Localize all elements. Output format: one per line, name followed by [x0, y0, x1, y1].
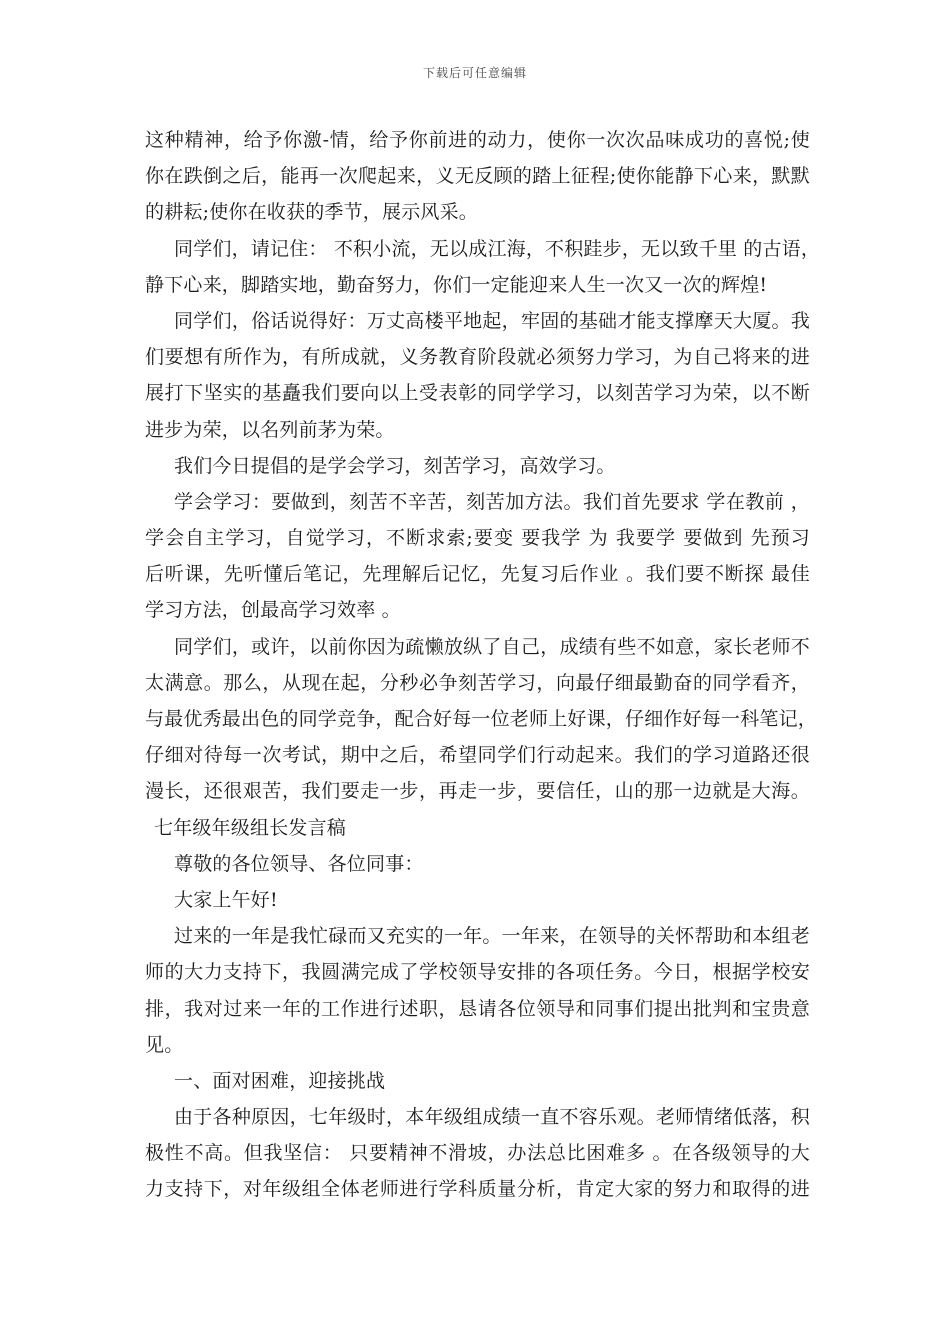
- text-line: 你在跌倒之后，能再一次爬起来，义无反顾的踏上征程;使你能静下心来，默默: [145, 165, 810, 188]
- text-line: 同学们，请记住： 不积小流，无以成江海，不积跬步，无以致千里 的古语，: [174, 237, 821, 260]
- text-line: 我们今日提倡的是学会学习，刻苦学习，高效学习。: [174, 454, 616, 477]
- text-line: 仔细对待每一次考试，期中之后，希望同学们行动起来。我们的学习道路还很: [145, 744, 810, 767]
- text-line: 的耕耘;使你在收获的季节，展示风采。: [145, 201, 479, 224]
- text-line: 同学们，俗话说得好：万丈高楼平地起，牢固的基础才能支撑摩天大厦。我: [174, 309, 810, 332]
- text-line: 进步为荣，以名列前茅为荣。: [145, 418, 395, 441]
- section-heading: 七年级年级组长发言稿: [154, 816, 347, 839]
- text-line: 展打下坚实的基矗我们要向以上受表彰的同学学习，以刻苦学习为荣，以不断: [145, 382, 810, 405]
- text-line: 师的大力支持下，我圆满完成了学校领导安排的各项任务。今日，根据学校安: [145, 961, 810, 984]
- text-line: 同学们，或许，以前你因为疏懒放纵了自己，成绩有些不如意，家长老师不: [174, 635, 810, 658]
- text-line: 学会学习：要做到，刻苦不辛苦，刻苦加方法。我们首先要求 学在教前 ，: [174, 490, 810, 513]
- text-line: 大家上午好!: [174, 888, 278, 911]
- text-line: 一、面对困难，迎接挑战: [174, 1069, 386, 1092]
- text-line: 由于各种原因，七年级时，本年级组成绩一直不容乐观。老师情绪低落，积: [174, 1106, 810, 1129]
- text-line: 尊敬的各位领导、各位同事：: [174, 852, 424, 875]
- text-line: 这种精神，给予你激-情，给予你前进的动力，使你一次次品味成功的喜悦;使: [145, 129, 810, 151]
- page-header: 下载后可任意编辑: [422, 66, 527, 80]
- text-line: 力支持下，对年级组全体老师进行学科质量分析，肯定大家的努力和取得的进: [145, 1178, 810, 1201]
- text-line: 学习方法，创最高学习效率 。: [145, 599, 401, 622]
- text-line: 见。: [145, 1033, 184, 1056]
- text-line: 静下心来，脚踏实地，勤奋努力，你们一定能迎来人生一次又一次的辉煌!: [145, 273, 768, 296]
- text-line: 漫长，还很艰苦，我们要走一步，再走一步，要信任，山的那一边就是大海。: [145, 780, 810, 803]
- document-body: [145, 122, 821, 1208]
- text-line: 过来的一年是我忙碌而又充实的一年。一年来，在领导的关怀帮助和本组老: [174, 925, 810, 948]
- text-line: 后听课，先听懂后笔记，先理解后记忆，先复习后作业 。我们要不断探 最佳: [145, 563, 810, 586]
- text-line: 排，我对过来一年的工作进行述职，恳请各位领导和同事们提出批判和宝贵意: [145, 997, 810, 1020]
- text-line: 学会自主学习，自觉学习，不断求索;要变 要我学 为 我要学 要做到 先预习: [145, 527, 810, 550]
- text-line: 极性不高。但我坚信： 只要精神不滑坡，办法总比困难多 。在各级领导的大: [145, 1142, 810, 1165]
- text-line: 太满意。那么，从现在起，分秒必争刻苦学习，向最仔细最勤奋的同学看齐，: [145, 671, 810, 694]
- text-line: 与最优秀最出色的同学竞争，配合好每一位老师上好课，仔细作好每一科笔记，: [145, 708, 818, 730]
- text-line: 们要想有所作为，有所成就，义务教育阶段就必须努力学习，为自己将来的进: [145, 346, 810, 369]
